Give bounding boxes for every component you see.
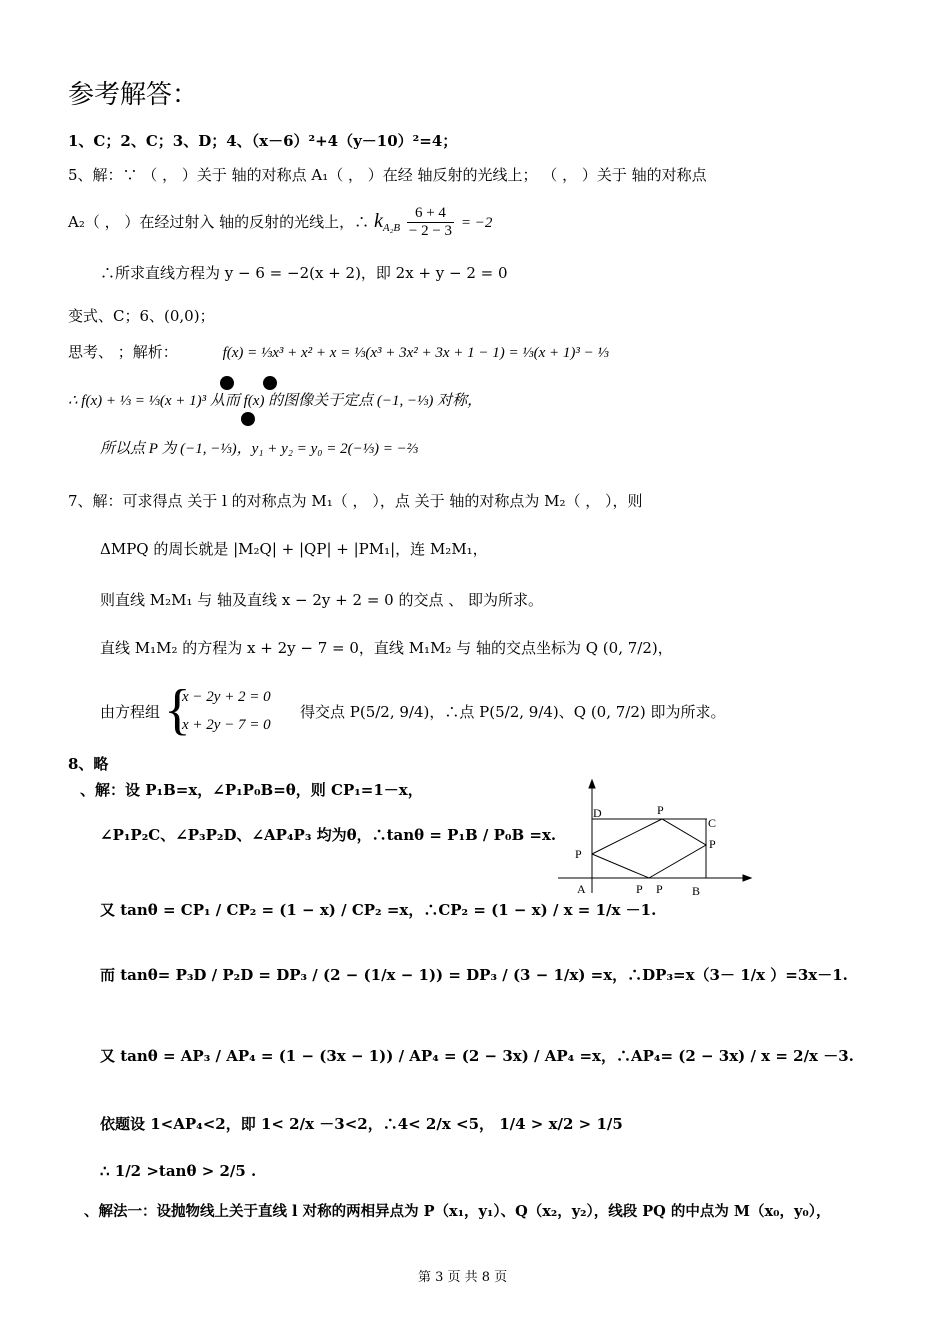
- fig-label-p-bottom-2: P: [656, 882, 663, 896]
- slope-numerator: 6 + 4: [407, 205, 454, 223]
- fig-label-p-bottom-1: P: [636, 882, 643, 896]
- think-line-1: [68, 343, 609, 362]
- q9-line-2: ∠P₁P₂C、∠P₃P₂D、∠AP₄P₃ 均为θ，∴tanθ = P₁B / P₀B =x.: [100, 826, 557, 844]
- answer-line-1: 1、C；2、C；3、D；4、（x－6）²+4（y－10）²=4；: [68, 132, 458, 150]
- rectangle-abcd: [592, 819, 706, 878]
- marker-dot: [263, 376, 277, 390]
- q5-line-2: [68, 205, 492, 241]
- fig-label-c: C: [708, 816, 717, 830]
- q9-line-5: 又 tanθ = AP₃ / AP₄ = (1 − (3x − 1)) / AP₄ = (2 − 3x) / AP₄ =x，∴AP₄= (2 − 3x) / x = 2/x －3.: [100, 1047, 854, 1065]
- fig-label-p-right: P: [709, 837, 716, 851]
- q5-line-1: 5、解：∵ （ ， ）关于 轴的对称点 A₁（ ， ）在经 轴反射的光线上； （ ， ）关于 轴的对称点: [68, 166, 707, 184]
- q7-line-3: 则直线 M₂M₁ 与 轴及直线 x − 2y + 2 = 0 的交点 、 即为所求。: [100, 591, 543, 609]
- q7-line-5-result: 得交点 P(5/2, 9/4)，∴点 P(5/2, 9/4)、Q (0, 7/2) 即为所求。: [300, 703, 726, 721]
- q7-line-4: 直线 M₁M₂ 的方程为 x + 2y − 7 = 0，直线 M₁M₂ 与 轴的交点坐标为 Q (0, 7/2)，: [100, 639, 673, 657]
- slope-k: k: [373, 209, 383, 232]
- x-axis-arrow: [743, 875, 751, 881]
- q10-line: 、解法一：设抛物线上关于直线 l 对称的两相异点为 P（x₁，y₁）、Q（x₂，y₂），线段 PQ 的中点为 M（x₀，y₀），: [84, 1203, 831, 1220]
- marker-dot: [220, 376, 234, 390]
- q5-line-3: ∴所求直线方程为 y − 6 = −2(x + 2)，即 2x + y − 2 = 0: [100, 264, 508, 282]
- slope-fraction: [407, 205, 454, 241]
- q9-line-6: 依题设 1<AP₄<2，即 1< 2/x －3<2，∴4< 2/x <5， 1/4 > x/2 > 1/5: [100, 1115, 623, 1133]
- page-title: 参考解答：: [68, 80, 199, 110]
- q9-line-7: ∴ 1/2 >tanθ > 2/5 .: [100, 1162, 257, 1180]
- system-equation-2: x + 2y − 7 = 0: [182, 717, 271, 733]
- fig-label-b: B: [692, 884, 701, 898]
- slope-result: = −2: [460, 214, 493, 231]
- think-expr: f(x) = ⅓x³ + x² + x = ⅓(x³ + 3x² + 3x + 1 − 1) = ⅓(x + 1)³ − ⅓: [222, 345, 609, 361]
- q5-line-2-text: A₂（ ， ）在经过射入 轴的反射的光线上，∴: [68, 212, 370, 231]
- q7-line-1: 7、解：可求得点 关于 l 的对称点为 M₁（ ， ），点 关于 轴的对称点为 M₂（ ， ），则: [68, 492, 643, 510]
- slope-subscript: A₂B: [382, 221, 401, 234]
- y-axis-arrow: [589, 780, 595, 788]
- think-label: 思考、 ；解析：: [68, 343, 178, 361]
- variant-line: 变式、C；6、(0,0)；: [68, 307, 215, 325]
- equation-brace: {: [164, 679, 191, 741]
- q9-line-3: 又 tanθ = CP₁ / CP₂ = (1 − x) / CP₂ =x，∴CP₂ = (1 − x) / x = 1/x －1.: [100, 901, 657, 919]
- page-footer: 第 3 页 共 8 页: [418, 1270, 508, 1285]
- think-line-3: 所以点 P 为 (−1, −⅓)，y₁ + y₂ = y₀ = 2(−⅓) = −⅔: [100, 441, 418, 457]
- fig-label-p-left: P: [575, 847, 582, 861]
- q7-line-5-label: 由方程组: [100, 703, 161, 721]
- think-line-2: ∴ f(x) + ⅓ = ⅓(x + 1)³ 从而 f(x) 的图像关于定点 (−1, −⅓) 对称，: [68, 393, 483, 409]
- q9-line-1: 、解：设 P₁B=x，∠P₁P₀B=θ，则 CP₁=1－x，: [80, 781, 423, 799]
- q8-line: 8、略: [68, 755, 109, 773]
- fig-label-p-top: P: [657, 803, 664, 817]
- fig-label-a: A: [577, 882, 586, 896]
- system-equation-1: x − 2y + 2 = 0: [182, 689, 271, 705]
- slope-denominator: − 2 − 3: [408, 223, 453, 240]
- q9-line-4: 而 tanθ= P₃D / P₂D = DP₃ / (2 − (1/x − 1)) = DP₃ / (3 − 1/x) =x，∴DP₃=x（3－ 1/x ）=3x－1.: [100, 966, 848, 984]
- q7-line-2: ΔMPQ 的周长就是 |M₂Q| + |QP| + |PM₁|，连 M₂M₁，: [100, 540, 488, 558]
- marker-dot: [241, 412, 255, 426]
- reflection-path: [592, 819, 706, 878]
- billiard-figure: [555, 775, 755, 900]
- fig-label-d: D: [593, 806, 602, 820]
